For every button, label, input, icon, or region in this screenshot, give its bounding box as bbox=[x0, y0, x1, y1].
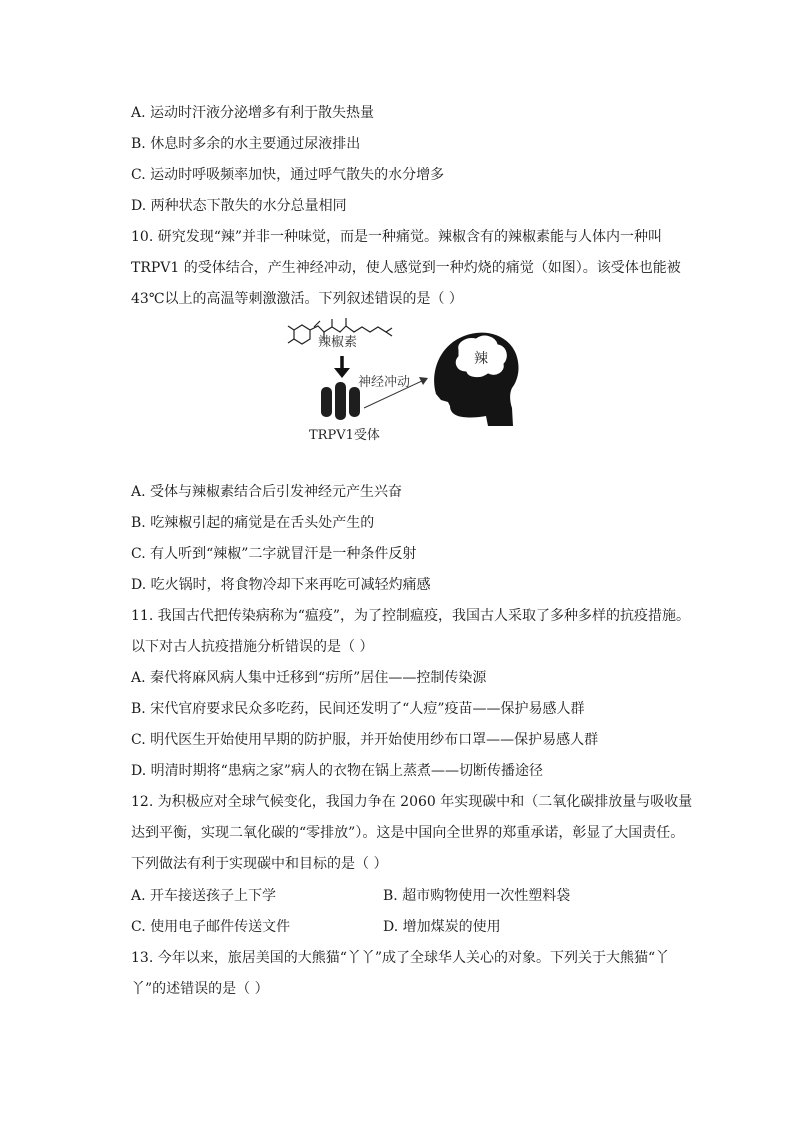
q13-stem-line-1: 13. 今年以来，旅居美国的大熊猫“丫丫”成了全球华人关心的对象。下列关于大熊猫“丫 bbox=[131, 950, 670, 966]
q11-option-d: D. 明清时期将“患病之家”病人的衣物在锅上蒸煮——切断传播途径 bbox=[131, 763, 543, 779]
human-head-icon bbox=[434, 333, 518, 426]
q10-option-c: C. 有人听到“辣椒”二字就冒汗是一种条件反射 bbox=[131, 546, 417, 562]
trpv1-receptor-icon bbox=[321, 382, 360, 420]
q9-option-c: C. 运动时呼吸频率加快，通过呼气散失的水分增多 bbox=[131, 167, 445, 183]
brain-label: 辣 bbox=[474, 351, 488, 367]
nerve-impulse-label: 神经冲动 bbox=[358, 375, 411, 390]
trpv1-receptor-label: TRPV1受体 bbox=[309, 428, 380, 443]
q10-option-d: D. 吃火锅时，将食物冷却下来再吃可减轻灼痛感 bbox=[131, 577, 431, 593]
q10-option-b: B. 吃辣椒引起的痛觉是在舌头处产生的 bbox=[131, 515, 375, 531]
q9-option-b: B. 休息时多余的水主要通过尿液排出 bbox=[131, 136, 361, 152]
q10-stem-line-3: 43℃以上的高温等刺激激活。下列叙述错误的是（ ） bbox=[131, 291, 463, 307]
capsaicin-label: 辣椒素 bbox=[318, 335, 358, 350]
q9-option-d: D. 两种状态下散失的水分总量相同 bbox=[131, 198, 347, 214]
q9-option-a: A. 运动时汗液分泌增多有利于散失热量 bbox=[131, 105, 375, 121]
q12-option-b: B. 超市购物使用一次性塑料袋 bbox=[383, 888, 571, 904]
q12-stem-line-2: 达到平衡，实现二氧化碳的“零排放”）。这是中国向全世界的郑重承诺，彰显了大国责任。 bbox=[131, 825, 685, 841]
q12-stem-line-1: 12. 为积极应对全球气候变化，我国力争在 2060 年实现碳中和（二氧化碳排放量与吸收量 bbox=[131, 794, 693, 810]
q10-option-a: A. 受体与辣椒素结合后引发神经元产生兴奋 bbox=[131, 484, 403, 500]
q11-option-c: C. 明代医生开始使用早期的防护服，并开始使用纱布口罩——保护易感人群 bbox=[131, 732, 599, 748]
q11-stem-line-1: 11. 我国古代把传染病称为“瘟疫”，为了控制瘟疫，我国古人采取了多种多样的抗疫措施。 bbox=[131, 608, 691, 624]
q12-option-c: C. 使用电子邮件传送文件 bbox=[131, 919, 291, 935]
q10-stem-line-2: TRPV1 的受体结合，产生神经冲动，使人感觉到一种灼烧的痛觉（如图）。该受体也能被 bbox=[131, 260, 681, 276]
capsaicin-figure bbox=[280, 316, 520, 448]
q13-stem-line-2: 丫”的述错误的是（ ） bbox=[131, 981, 269, 997]
q11-option-b: B. 宋代官府要求民众多吃药，民间还发明了“人痘”疫苗——保护易感人群 bbox=[131, 701, 585, 717]
q11-stem-line-2: 以下对古人抗疫措施分析错误的是（ ） bbox=[131, 639, 374, 655]
down-arrow-icon bbox=[334, 356, 350, 378]
q10-stem-line-1: 10. 研究发现“辣”并非一种味觉，而是一种痛觉。辣椒含有的辣椒素能与人体内一种叫 bbox=[131, 229, 663, 245]
q12-option-d: D. 增加煤炭的使用 bbox=[383, 919, 501, 935]
q12-stem-line-3: 下列做法有利于实现碳中和目标的是（ ） bbox=[131, 856, 388, 872]
q11-option-a: A. 秦代将麻风病人集中迁移到“疠所”居住——控制传染源 bbox=[131, 670, 487, 686]
q12-option-a: A. 开车接送孩子上下学 bbox=[131, 888, 277, 904]
